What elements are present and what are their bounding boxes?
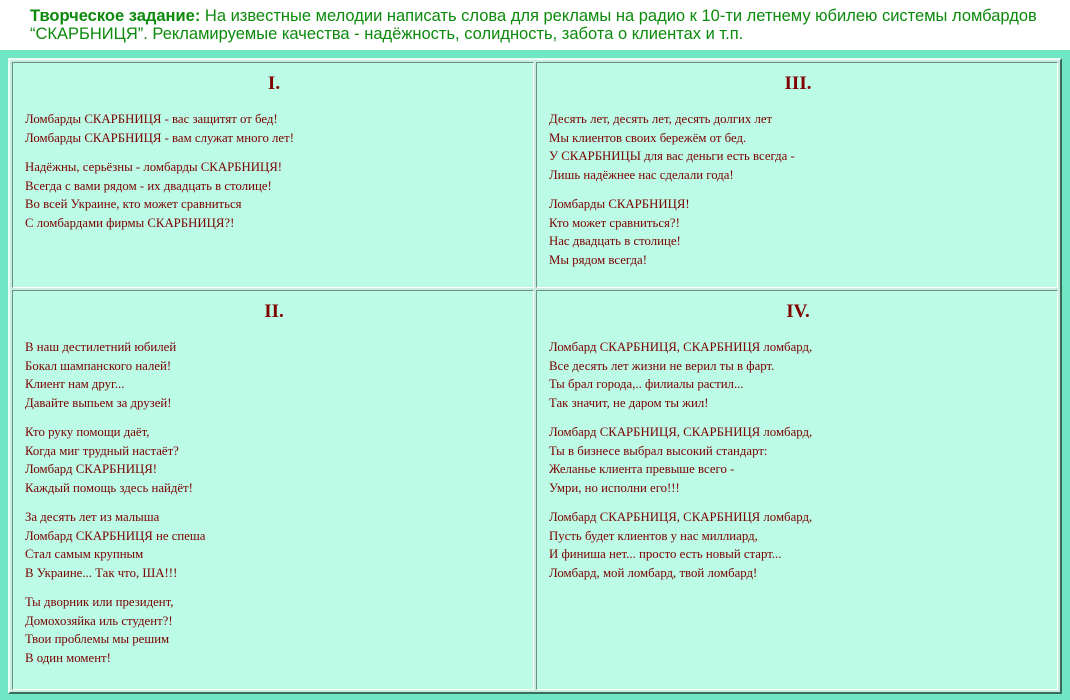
lyric-line: Бокал шампанского налей! [25,358,172,373]
lyric-line: Желанье клиента превыше всего - [549,462,735,476]
lyric-line: Ломбарды СКАРБНИЦЯ - вас защитят от бед! [25,112,278,126]
lyric-line: Твои проблемы мы решим [25,632,170,646]
lyric-line: Надёжны, серьёзны - ломбарды СКАРБНИЦЯ! [25,160,283,174]
lyric-line: Кто руку помощи даёт, [25,425,150,439]
section-number: I. [267,73,281,94]
lyric-line: Ломбард СКАРБНИЦЯ, СКАРБНИЦЯ ломбард, [549,425,813,439]
lyric-line: Стал самым крупным [25,547,144,561]
lyric-line: Мы рядом всегда! [549,252,647,267]
lyric-line: Клиент нам друг... [25,377,125,391]
stanza [25,338,523,412]
lyric-line: Ломбард, мой ломбард, твой ломбард! [549,565,758,580]
lyric-line: Так значит, не даром ты жил! [549,395,709,410]
task-label: Творческое задание: [30,7,201,25]
lyric-line: Всегда с вами рядом - их двадцать в столице! [25,178,272,193]
lyric-line: Нас двадцать в столице! [549,234,681,248]
lyric-line: Давайте выпьем за друзей! [25,395,172,410]
lyric-line: В Украине... Так что, ША!!! [25,565,178,580]
lyric-line: И финиша нет... просто есть новый старт... [549,547,782,561]
lyric-line: В наш дестилетний юбилей [25,340,177,354]
task-text: На известные мелодии написать слова для рекламы на радио к 10-ти летнему юбилею системы ломбардов “СКАРБНИЦЯ”. Рекламируемые качества - надёжность, солидность, забота о клиентах и т.п. [30,7,1037,43]
lyric-line: Умри, но исполни его!!! [549,480,680,495]
lyric-line: Мы клиентов своих бережём от бед. [549,130,747,145]
stanza [549,423,1047,497]
section-cell [12,290,534,690]
section-number: II. [264,301,284,322]
section-number: IV. [786,301,810,322]
lyric-line: Ломбард СКАРБНИЦЯ, СКАРБНИЦЯ ломбард, [549,510,813,524]
lyric-line: Ты дворник или президент, [25,595,174,609]
lyric-line: Ломбард СКАРБНИЦЯ, СКАРБНИЦЯ ломбард, [549,340,813,354]
lyric-line: Ломбарды СКАРБНИЦЯ! [549,197,690,211]
lyric-line: Все десять лет жизни не верил ты в фарт. [549,358,775,373]
stanza [25,158,523,232]
lyric-line: Когда миг трудный настаёт? [25,443,179,458]
lyric-line: Каждый помощь здесь найдёт! [25,480,193,495]
lyric-line: Ты брал города,.. филиалы растил... [549,377,744,391]
section-cell [12,62,534,288]
lyric-line: Ломбард СКАРБНИЦЯ не спеша [25,528,206,543]
stanza [25,593,523,667]
lyric-line: Десять лет, десять лет, десять долгих лет [549,112,773,126]
task-description [30,7,1060,43]
lyric-line: С ломбардами фирмы СКАРБНИЦЯ?! [25,215,235,230]
lyric-line: Домохозяйка иль студент?! [25,613,173,628]
lyric-line: Ломбард СКАРБНИЦЯ! [25,462,158,476]
lyrics-table [8,58,1062,694]
stanza [25,508,523,582]
lyric-line: Ты в бизнесе выбрал высокий стандарт: [549,443,768,458]
section-number: III. [784,73,812,94]
section-cell [536,290,1058,690]
lyric-line: Кто может сравниться?! [549,215,680,230]
lyric-line: За десять лет из малыша [25,510,160,524]
lyric-line: Ломбарды СКАРБНИЦЯ - вам служат много лет! [25,130,294,145]
lyric-line: У СКАРБНИЦЫ для вас деньги есть всегда - [549,149,795,163]
stanza [25,110,523,147]
stanza [25,423,523,497]
lyric-line: В один момент! [25,650,111,665]
lyric-line: Пусть будет клиентов у нас миллиард, [549,528,758,543]
stanza [549,195,1047,269]
lyric-line: Во всей Украине, кто может сравниться [25,197,242,211]
stanza [549,110,1047,184]
stanza [549,508,1047,582]
stanza [549,338,1047,412]
lyric-line: Лишь надёжнее нас сделали года! [549,167,734,182]
section-cell [536,62,1058,288]
